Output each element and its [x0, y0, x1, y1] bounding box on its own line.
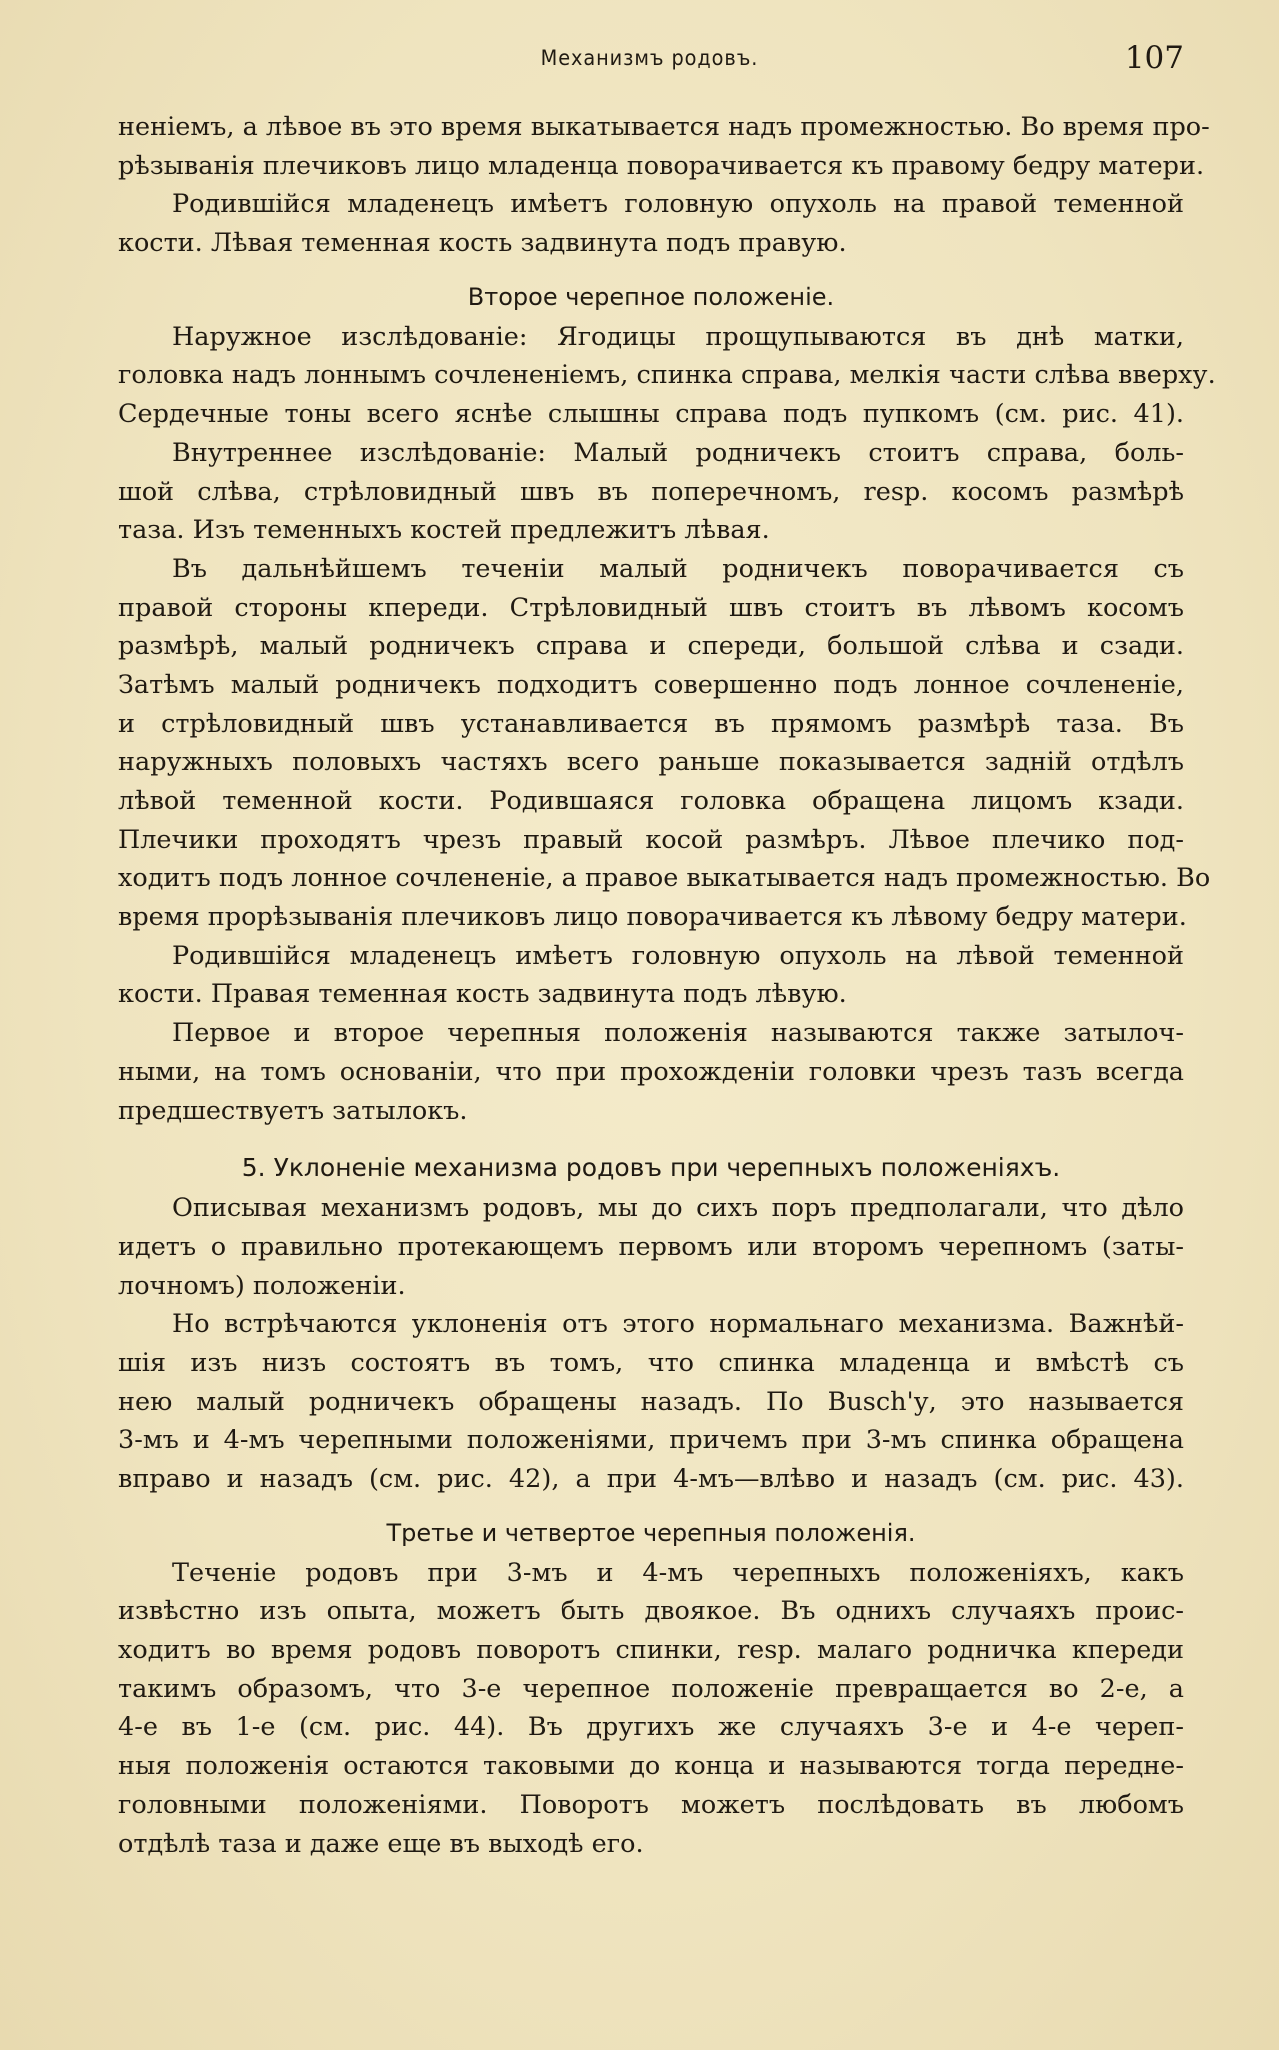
text-line: неніемъ, а лѣвое въ это время выкатывается надъ промежностью. Во время про- [118, 112, 1210, 142]
text-line: наружныхъ половыхъ частяхъ всего раньше показывается задній отдѣлъ [118, 747, 1184, 778]
text-line: головка надъ лоннымъ сочлененіемъ, спинка справа, мелкія части слѣва вверху. [118, 360, 1216, 391]
text-line: головными положеніями. Поворотъ можетъ послѣдовать въ любомъ [118, 1789, 1184, 1820]
text-line: таза. Изъ теменныхъ костей предлежитъ лѣвая. [118, 515, 770, 546]
text-line: шой слѣва, стрѣловидный швъ въ поперечномъ, resp. косомъ размѣрѣ [118, 476, 1184, 507]
text-line: нею малый родничекъ обращены назадъ. По Busch'у, это называется [118, 1386, 1184, 1417]
text-line: Родившійся младенецъ имѣетъ головную опухоль на лѣвой теменной [172, 940, 1184, 971]
section-heading: 5. Уклоненіе механизма родовъ при черепныхъ положеніяхъ. [241, 1153, 1061, 1183]
text-line: ходитъ подъ лонное сочлененіе, а правое выкатывается надъ промежностью. Во [118, 863, 1211, 894]
text-line: Плечики проходятъ чрезъ правый косой размѣръ. Лѣвое плечико под- [118, 824, 1184, 855]
text-line: кости. Лѣвая теменная кость задвинута подъ правую. [118, 228, 847, 259]
text-line: 4-е въ 1-е (см. рис. 44). Въ другихъ же случаяхъ 3-е и 4-е череп- [118, 1712, 1184, 1743]
text-line: и стрѣловидный швъ устанавливается въ прямомъ размѣрѣ таза. Въ [118, 708, 1184, 739]
text-line: правой стороны кпереди. Стрѣловидный швъ стоитъ въ лѣвомъ косомъ [118, 592, 1184, 623]
page-header [115, 40, 1184, 80]
section-heading: Третье и четвертое черепныя положенія. [386, 1518, 916, 1547]
text-line: извѣстно изъ опыта, можетъ быть двоякое. Въ однихъ случаяхъ проис- [118, 1596, 1184, 1627]
text-line: Въ дальнѣйшемъ теченіи малый родничекъ поворачивается съ [172, 553, 1184, 584]
text-line: отдѣлѣ таза и даже еще въ выходѣ его. [118, 1828, 644, 1859]
text-line: время прорѣзыванія плечиковъ лицо поворачивается къ лѣвому бедру матери. [118, 902, 1187, 933]
text-line: ныя положенія остаются таковыми до конца и называются тогда передне- [118, 1751, 1184, 1782]
text-line: Затѣмъ малый родничекъ подходитъ совершенно подъ лонное сочлененіе, [118, 669, 1184, 700]
text-line: 3-мъ и 4-мъ черепными положеніями, причемъ при 3-мъ спинка обращена [118, 1425, 1184, 1456]
text-line: Наружное изслѣдованіе: Ягодицы прощупываются въ днѣ матки, [172, 321, 1184, 352]
text-line: ходитъ во время родовъ поворотъ спинки, resp. малаго родничка кпереди [118, 1635, 1184, 1666]
text-line: рѣзыванія плечиковъ лицо младенца поворачивается къ правому бедру матери. [118, 150, 1205, 181]
text-line: Внутреннее изслѣдованіе: Малый родничекъ стоитъ справа, боль- [172, 437, 1184, 468]
text-line: кости. Правая теменная кость задвинута подъ лѣвую. [118, 979, 847, 1010]
text-line: Описывая механизмъ родовъ, мы до сихъ поръ предполагали, что дѣло [172, 1193, 1184, 1224]
text-line: Теченіе родовъ при 3-мъ и 4-мъ черепныхъ положеніяхъ, какъ [172, 1557, 1184, 1588]
text-line: Родившійся младенецъ имѣетъ головную опухоль на правой теменной [172, 189, 1184, 220]
text-line: размѣрѣ, малый родничекъ справа и спереди, большой слѣва и сзади. [118, 631, 1184, 662]
text-line: Первое и второе черепныя положенія называются также затылоч- [172, 1018, 1184, 1049]
text-line: лочномъ) положеніи. [118, 1270, 406, 1301]
text-line: идетъ о правильно протекающемъ первомъ или второмъ черепномъ (заты- [118, 1231, 1184, 1262]
text-line: предшествуетъ затылокъ. [118, 1095, 468, 1126]
text-line: такимъ образомъ, что 3-е черепное положеніе превращается во 2-е, а [118, 1673, 1184, 1704]
running-head: Механизмъ родовъ. [540, 46, 759, 70]
text-line: Но встрѣчаются уклоненія отъ этого нормальнаго механизма. Важнѣй- [172, 1309, 1184, 1340]
text-line: шія изъ низъ состоятъ въ томъ, что спинка младенца и вмѣстѣ съ [118, 1347, 1184, 1378]
text-line: лѣвой теменной кости. Родившаяся головка обращена лицомъ кзади. [118, 786, 1184, 816]
section-heading: Второе черепное положеніе. [467, 282, 835, 311]
body-text [118, 108, 1216, 1863]
text-line: вправо и назадъ (см. рис. 42), а при 4-мъ—влѣво и назадъ (см. рис. 43). [118, 1464, 1184, 1494]
text-line: Сердечные тоны всего яснѣе слышны справа подъ пупкомъ (см. рис. 41). [118, 399, 1184, 430]
page-number: 107 [1124, 40, 1184, 76]
text-line: ными, на томъ основаніи, что при прохожденіи головки чрезъ тазъ всегда [118, 1056, 1184, 1087]
